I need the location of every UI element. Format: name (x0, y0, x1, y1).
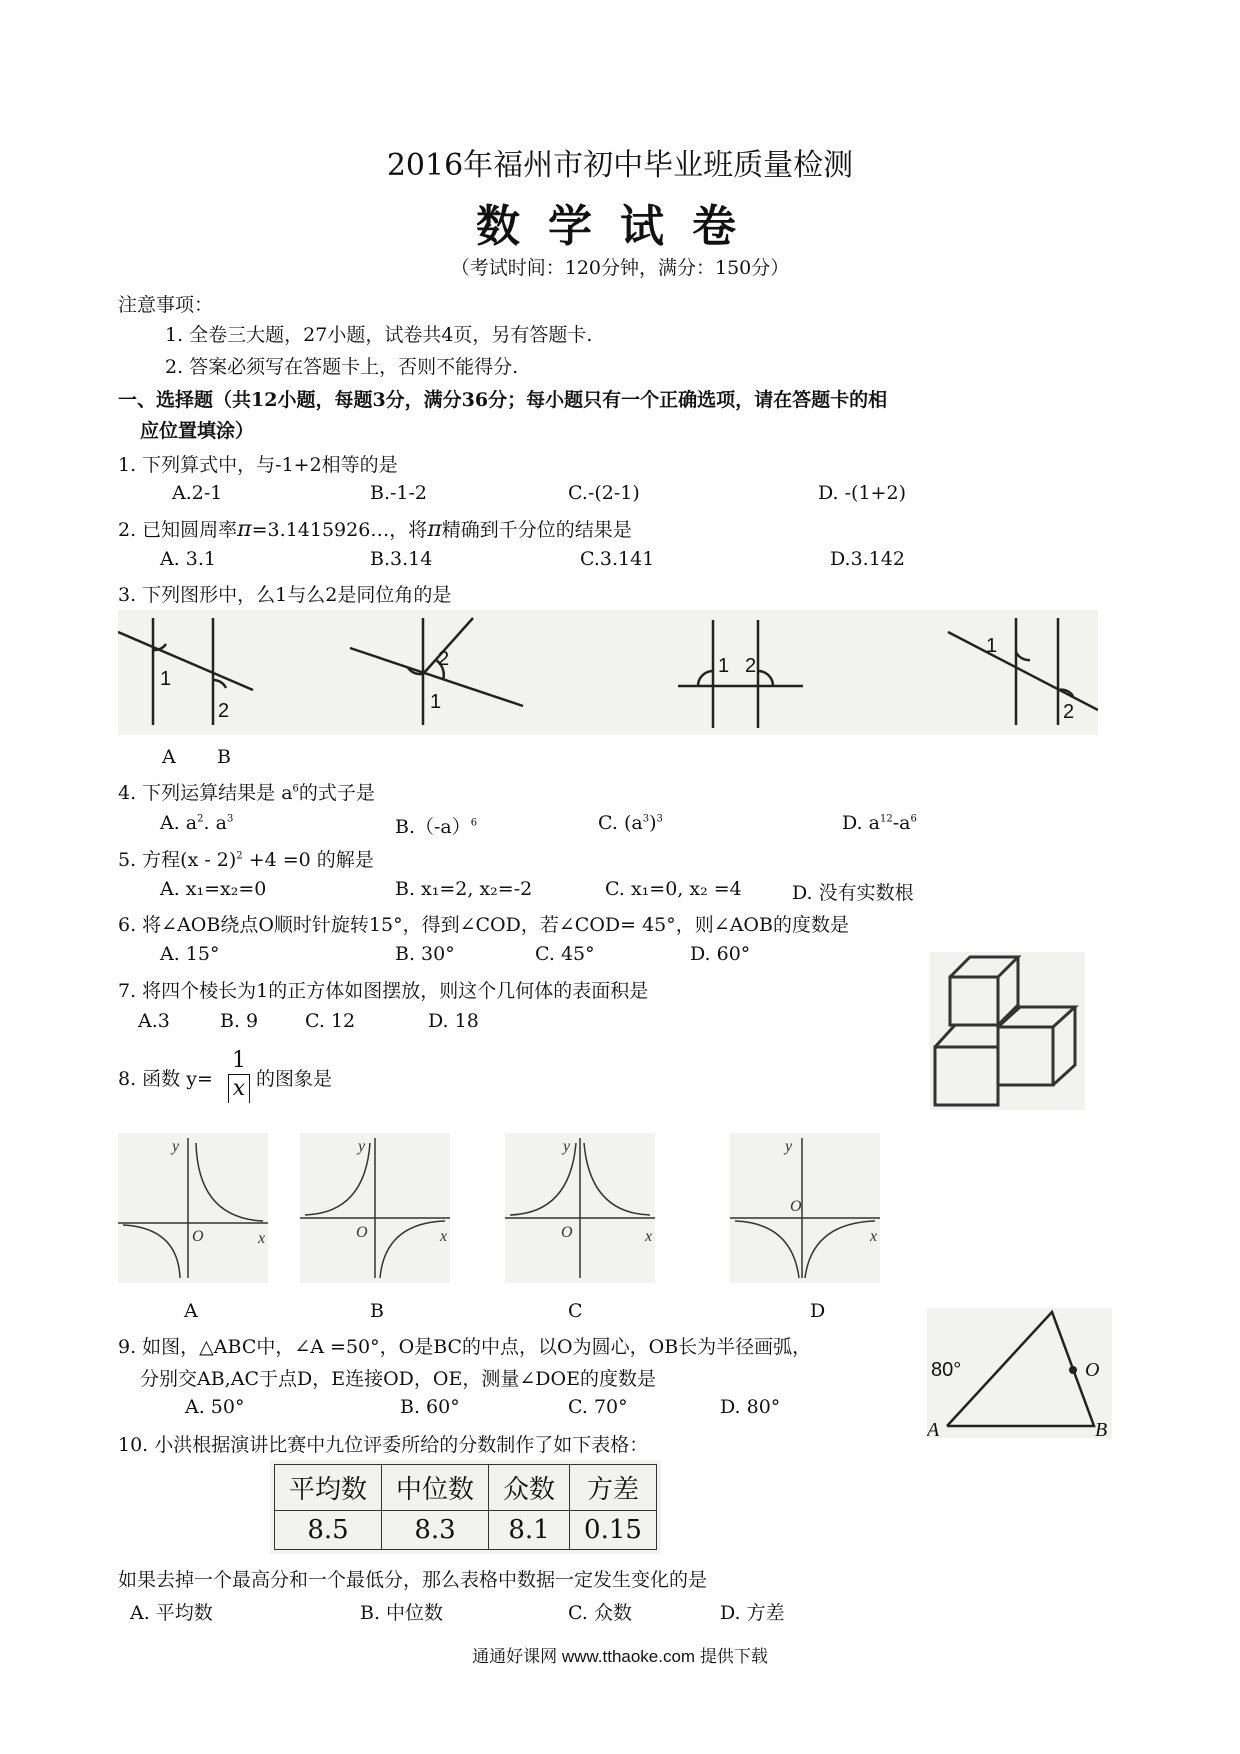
pi-symbol: π (237, 517, 252, 542)
q4-stem-exp: 6 (292, 783, 299, 795)
q8-label-a: A (184, 1300, 198, 1322)
q8-graph-a (118, 1133, 268, 1283)
q6-option-b: B. 30° (395, 943, 455, 965)
q4-c-exp1: 3 (642, 813, 650, 825)
q1-option-d: D. -(1+2) (818, 482, 906, 504)
q3-figures (118, 610, 1098, 735)
q2-option-d: D.3.142 (830, 548, 905, 570)
q3-option-b: B (217, 746, 231, 768)
q9-option-b: B. 60° (400, 1396, 460, 1418)
note-item: 2. 答案必须写在答题卡上，否则不能得分. (165, 356, 519, 378)
q3-label-2: 2 (1063, 701, 1075, 723)
q4-a-1: A. a (160, 812, 198, 834)
y-label: y (785, 1138, 793, 1155)
q8-denominator: x (228, 1075, 250, 1103)
q4-b-exp: 6 (470, 817, 478, 829)
q9-angle-label: 80° (931, 1359, 962, 1381)
q1-stem: 1. 下列算式中，与-1+2相等的是 (118, 454, 398, 476)
table-cell: 0.15 (570, 1511, 657, 1550)
origin-label: O (561, 1224, 573, 1241)
q7-option-c: C. 12 (305, 1010, 356, 1032)
q3-option-a: A (162, 746, 176, 768)
q5-option-a: A. x₁=x₂=0 (160, 878, 267, 900)
x-label: x (258, 1230, 266, 1247)
q4-a-2: . a (203, 812, 227, 834)
origin-label: O (356, 1224, 368, 1241)
note-item: 1. 全卷三大题，27小题，试卷共4页，另有答题卡. (165, 324, 593, 346)
q7-cube-figure (930, 952, 1085, 1110)
q7-stem: 7. 将四个棱长为1的正方体如图摆放，则这个几何体的表面积是 (118, 980, 649, 1002)
q6-option-d: D. 60° (690, 943, 751, 965)
y-label: y (172, 1138, 180, 1155)
x-label: x (870, 1228, 878, 1245)
q10-score-table (274, 1464, 657, 1550)
section-heading: 一、选择题（共12小题，每题3分，满分36分；每小题只有一个正确选项，请在答题卡的相 (118, 389, 888, 411)
q3-label-2: 2 (438, 648, 450, 670)
table-row (275, 1511, 657, 1550)
q9-line2: 分别交AB,AC于点D，E连接OD，OE，测量∠DOE的度数是 (140, 1368, 656, 1390)
q5-option-b: B. x₁=2, x₂=-2 (395, 878, 533, 900)
q3-label-1: 1 (430, 691, 442, 713)
q10-option-d: D. 方差 (720, 1602, 785, 1624)
x-label: x (645, 1228, 653, 1245)
q3-label-2: 2 (745, 655, 757, 677)
q4-d-exp1: 12 (879, 813, 893, 825)
q2-stem-c: 精确到千分位的结果是 (441, 519, 632, 541)
pi-symbol: π (427, 517, 442, 542)
table-header-row (275, 1465, 657, 1511)
q4-stem (118, 778, 375, 805)
q9-option-d: D. 80° (720, 1396, 781, 1418)
q1-option-b: B.-1-2 (370, 482, 428, 504)
q4-option-d (842, 812, 917, 834)
q7-option-b: B. 9 (220, 1010, 259, 1032)
q4-option-a (160, 812, 233, 834)
q2-option-a: A. 3.1 (160, 548, 217, 570)
q8-stem-b: 的图象是 (256, 1068, 333, 1090)
q9-line1: 9. 如图，△ABC中，∠A =50°，O是BC的中点，以O为圆心，OB长为半径画弧， (118, 1336, 812, 1358)
q6-option-c: C. 45° (535, 943, 595, 965)
q9-point-a: A (927, 1419, 940, 1438)
x-label: x (440, 1228, 448, 1245)
q9-option-c: C. 70° (568, 1396, 628, 1418)
q4-stem-a: 4. 下列运算结果是 a (118, 782, 293, 804)
table-cell: 8.5 (275, 1511, 382, 1550)
q5-option-d: D. 没有实数根 (792, 882, 914, 904)
table-header-cell: 方差 (570, 1465, 657, 1511)
q8-label-d: D (810, 1300, 826, 1322)
q4-d-exp2: 6 (910, 813, 917, 825)
table-cell: 8.3 (382, 1511, 489, 1550)
table-cell: 8.1 (489, 1511, 570, 1550)
exam-title: 2016年福州市初中毕业班质量检测 (386, 148, 854, 183)
q8-label-b: B (370, 1300, 384, 1322)
q5-option-c: C. x₁=0, x₂ =4 (605, 878, 742, 900)
q2-stem-a: 2. 已知圆周率 (118, 519, 238, 541)
q9-point-o: O (1085, 1359, 1100, 1381)
q2-stem (118, 515, 632, 542)
q1-option-a: A.2-1 (172, 482, 223, 504)
q4-option-b (395, 812, 477, 839)
q10-option-c: C. 众数 (568, 1602, 632, 1624)
exam-info: （考试时间：120分钟，满分：150分） (450, 257, 790, 279)
q4-option-c (598, 812, 663, 834)
q2-stem-b: =3.1415926…，将 (251, 519, 428, 541)
q8-stem-a: 8. 函数 y= (118, 1068, 213, 1090)
q6-stem: 6. 将∠AOB绕点O顺时针旋转15°，得到∠COD，若∠COD= 45°，则∠AOB的度数是 (118, 914, 849, 936)
table-header-cell: 中位数 (382, 1465, 489, 1511)
q8-numerator: 1 (228, 1048, 250, 1075)
q5-stem (118, 845, 374, 872)
q8-graph-b (300, 1133, 450, 1283)
page-footer: 通通好课网 www.tthaoke.com 提供下载 (472, 1647, 768, 1666)
q4-c-2: ) (649, 812, 657, 834)
q6-option-a: A. 15° (160, 943, 220, 965)
q4-d-2: -a (892, 812, 911, 834)
q10-question: 如果去掉一个最高分和一个最低分，那么表格中数据一定发生变化的是 (118, 1569, 708, 1591)
q10-option-b: B. 中位数 (360, 1602, 444, 1624)
q3-label-1: 1 (986, 635, 998, 657)
q9-option-a: A. 50° (185, 1396, 245, 1418)
q10-score-table-wrap (270, 1460, 661, 1554)
q2-option-b: B.3.14 (370, 548, 433, 570)
section-heading-cont: 应位置填涂） (140, 420, 255, 442)
q9-triangle-figure (927, 1308, 1112, 1438)
origin-label: O (192, 1228, 204, 1245)
q4-stem-b: 的式子是 (298, 782, 375, 804)
q7-option-a: A.3 (138, 1010, 170, 1032)
q4-d-1: D. a (842, 812, 880, 834)
q8-graph-c (505, 1133, 655, 1283)
q9-point-b: B (1095, 1419, 1108, 1438)
q10-option-a: A. 平均数 (130, 1602, 213, 1624)
y-label: y (563, 1138, 571, 1155)
q10-stem: 10. 小洪根据演讲比赛中九位评委所给的分数制作了如下表格： (118, 1434, 649, 1456)
q3-label-1: 1 (718, 655, 730, 677)
q8-graph-d (730, 1133, 880, 1283)
q3-stem: 3. 下列图形中，么1与么2是同位角的是 (118, 584, 452, 606)
q5-stem-exp: 2 (236, 850, 243, 862)
q3-label-2: 2 (218, 700, 230, 722)
origin-label: O (790, 1198, 802, 1215)
q7-option-d: D. 18 (428, 1010, 479, 1032)
q4-c-1: C. (a (598, 812, 643, 834)
q1-option-c: C.-(2-1) (568, 482, 640, 504)
q4-a-exp1: 2 (197, 813, 204, 825)
q5-stem-a: 5. 方程(x - 2) (118, 849, 237, 871)
q2-option-c: C.3.141 (580, 548, 655, 570)
q4-a-exp2: 3 (226, 813, 234, 825)
q8-label-c: C (568, 1300, 583, 1322)
q4-b-1: B.（-a） (395, 816, 471, 838)
notes-heading: 注意事项： (118, 294, 214, 316)
q8-fraction (228, 1048, 250, 1103)
q5-stem-b: +4 =0 的解是 (242, 849, 374, 871)
table-header-cell: 平均数 (275, 1465, 382, 1511)
subject-title: 数学试卷 (476, 201, 764, 252)
q3-label-1: 1 (160, 668, 172, 690)
q4-c-exp2: 3 (656, 813, 663, 825)
y-label: y (358, 1138, 366, 1155)
table-header-cell: 众数 (489, 1465, 570, 1511)
